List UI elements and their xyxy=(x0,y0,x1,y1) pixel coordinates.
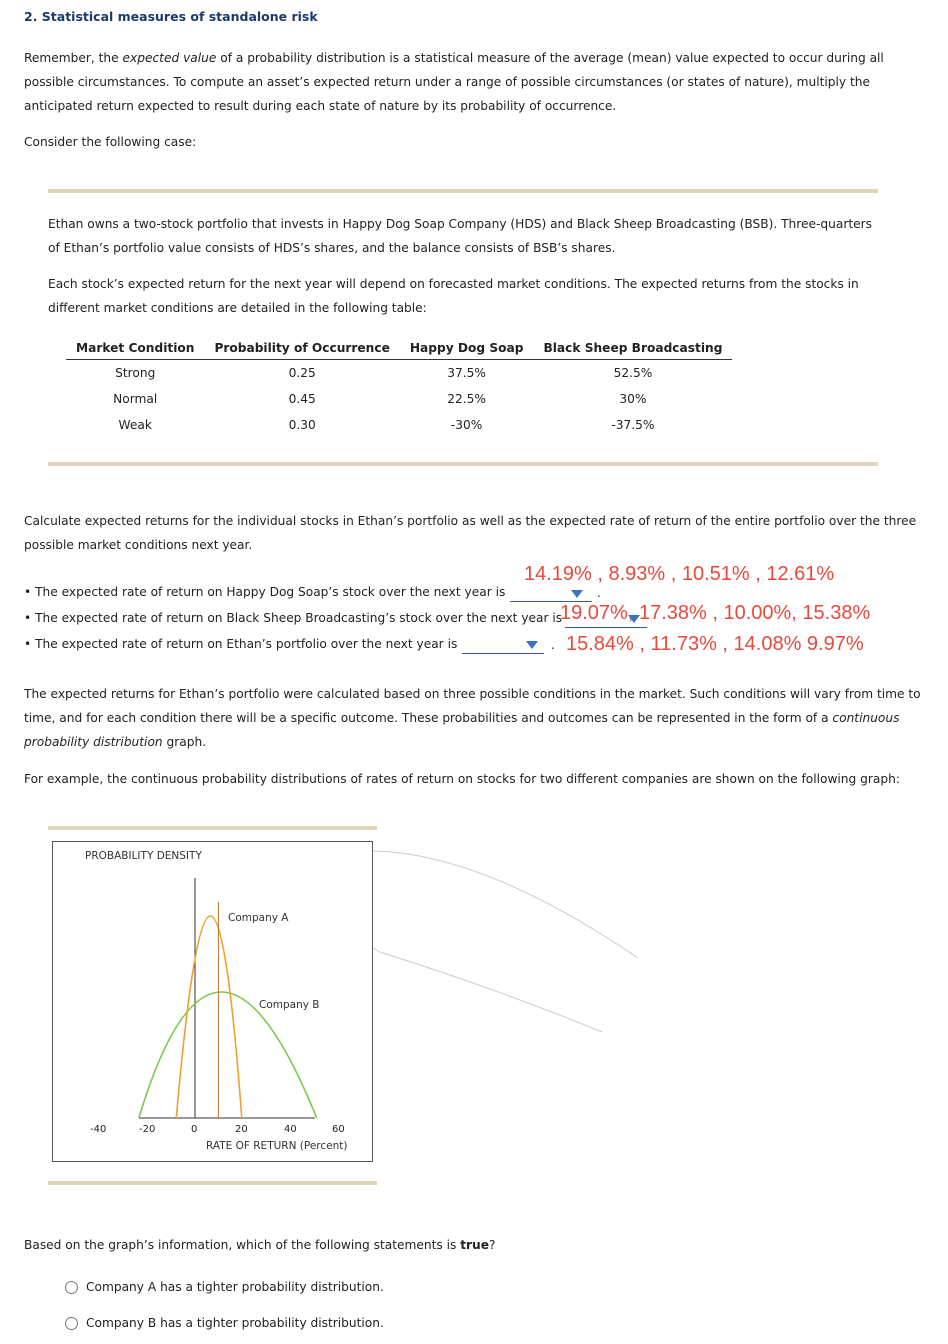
intro-paragraph xyxy=(24,46,929,118)
table-cell: 30% xyxy=(619,392,647,406)
table-row xyxy=(66,386,732,412)
table-cell: -37.5% xyxy=(611,418,655,432)
option-b-label[interactable]: Company B has a tighter probability distribution. xyxy=(86,1316,384,1330)
bullet-bsb-text: The expected rate of return on Black Sheep Broadcasting’s stock over the next year is xyxy=(35,611,563,625)
question-mark: ? xyxy=(488,1238,496,1252)
continuous-text-3: graph. xyxy=(162,735,207,749)
table-cell: 0.25 xyxy=(288,366,316,380)
y-axis-label: PROBABILITY DENSITY xyxy=(85,850,202,862)
table-row xyxy=(66,412,732,438)
x-tick-label: 40 xyxy=(284,1124,297,1135)
portfolio-period: . xyxy=(551,638,555,652)
question-prompt xyxy=(24,1238,495,1252)
calc-instruction: Calculate expected returns for the individual stocks in Ethan’s portfolio as well as the expected rate of return of the entire portfolio over the three possible market conditions next year. xyxy=(24,514,917,552)
bullet-portfolio: • The expected rate of return on Ethan’s portfolio over the next year is xyxy=(24,637,458,651)
bullet-portfolio-text: The expected rate of return on Ethan’s portfolio over the next year is xyxy=(35,637,458,651)
option-b-radio[interactable] xyxy=(65,1317,78,1330)
chevron-down-icon xyxy=(526,641,538,649)
intro-text-1: Remember, the xyxy=(24,51,123,65)
question-bold-true: true xyxy=(460,1238,489,1252)
handwritten-note-2: 19.07%, 17.38% , 10.00%, 15.38% xyxy=(560,602,871,624)
bullet-bsb: • The expected rate of return on Black Sheep Broadcasting’s stock over the next year is xyxy=(24,611,563,625)
hds-period: . xyxy=(597,586,601,600)
table-cell: -30% xyxy=(450,418,483,432)
bullet-hds-text: The expected rate of return on Happy Dog Soap’s stock over the next year is xyxy=(35,585,506,599)
company-b-label: Company B xyxy=(259,999,320,1011)
continuous-em-2: probability distribution xyxy=(24,735,163,749)
x-tick-label: 60 xyxy=(332,1124,345,1135)
market-conditions-table xyxy=(66,338,732,438)
case-paragraph-2: Each stock’s expected return for the next year will depend on forecasted market conditions. The expected returns from the stocks in different market conditions are detailed in the following table: xyxy=(48,277,859,315)
example-text: For example, the continuous probability distributions of rates of return on stocks for two different companies are shown on the following graph: xyxy=(24,772,900,786)
table-row xyxy=(66,360,732,387)
table-header-happy-dog-soap: Happy Dog Soap xyxy=(400,338,534,360)
x-tick-label: -20 xyxy=(139,1124,156,1135)
handwritten-note-3: 15.84% , 11.73% , 14.08% 9.97% xyxy=(566,633,864,655)
table-cell: 0.30 xyxy=(288,418,316,432)
table-cell: 37.5% xyxy=(447,366,487,380)
table-cell: Normal xyxy=(113,392,158,406)
distribution-plot xyxy=(53,842,372,1161)
table-header-black-sheep: Black Sheep Broadcasting xyxy=(533,338,732,360)
option-a-label[interactable]: Company A has a tighter probability distribution. xyxy=(86,1280,384,1294)
case-top-divider xyxy=(48,189,878,193)
bullet-hds: • The expected rate of return on Happy Dog Soap’s stock over the next year is xyxy=(24,585,506,599)
continuous-text-1: The expected returns for Ethan’s portfolio were calculated based on three possible conditions in the market. Such conditions will vary from time to time, and for each condition there will be a specific outcome. These probabilities and outcomes can be represented in the form of a xyxy=(24,687,921,725)
question-text: Based on the graph’s information, which of the following statements is xyxy=(24,1238,461,1252)
chevron-down-icon xyxy=(628,615,640,623)
intro-em-expected-value: expected value xyxy=(122,51,217,65)
section-title: 2. Statistical measures of standalone risk xyxy=(24,9,318,24)
handwritten-note-1: 14.19% , 8.93% , 10.51% , 12.61% xyxy=(524,563,835,585)
continuous-paragraph xyxy=(24,682,929,754)
continuous-em-1: continuous xyxy=(832,711,900,725)
x-tick-label: -40 xyxy=(90,1124,107,1135)
table-cell: 0.45 xyxy=(288,392,316,406)
intro-text-2: of a probability distribution is a statistical measure of the average (mean) value expected to occur during all possible circumstances. To compute an asset’s expected return under a range of possible circumstances (or states of nature), multiply the anticipated return expected to result during each state of nature by its probability of occurrence. xyxy=(24,51,884,113)
table-cell: Weak xyxy=(118,418,152,432)
case-paragraph-1: Ethan owns a two-stock portfolio that invests in Happy Dog Soap Company (HDS) and Black Sheep Broadcasting (BSB). Three-quarters of Ethan’s portfolio value consists of HDS’s shares, and the balance consists of BSB’s shares. xyxy=(48,217,872,255)
chevron-down-icon xyxy=(571,590,583,598)
company-a-label: Company A xyxy=(228,912,289,924)
table-header-row xyxy=(66,338,732,360)
table-cell: 22.5% xyxy=(447,392,487,406)
table-header-market-condition: Market Condition xyxy=(66,338,204,360)
probability-distribution-graph xyxy=(52,841,373,1162)
table-header-probability: Probability of Occurrence xyxy=(204,338,399,360)
x-axis-label: RATE OF RETURN (Percent) xyxy=(206,1140,348,1152)
company-a-curve xyxy=(176,916,242,1118)
x-tick-label: 0 xyxy=(191,1124,198,1135)
option-a-radio[interactable] xyxy=(65,1281,78,1294)
graph-top-divider xyxy=(48,826,377,830)
table-cell: Strong xyxy=(115,366,156,380)
graph-bottom-divider xyxy=(48,1181,377,1185)
x-tick-label: 20 xyxy=(235,1124,248,1135)
case-bottom-divider xyxy=(48,462,878,466)
consider-text: Consider the following case: xyxy=(24,135,197,149)
table-cell: 52.5% xyxy=(613,366,653,380)
